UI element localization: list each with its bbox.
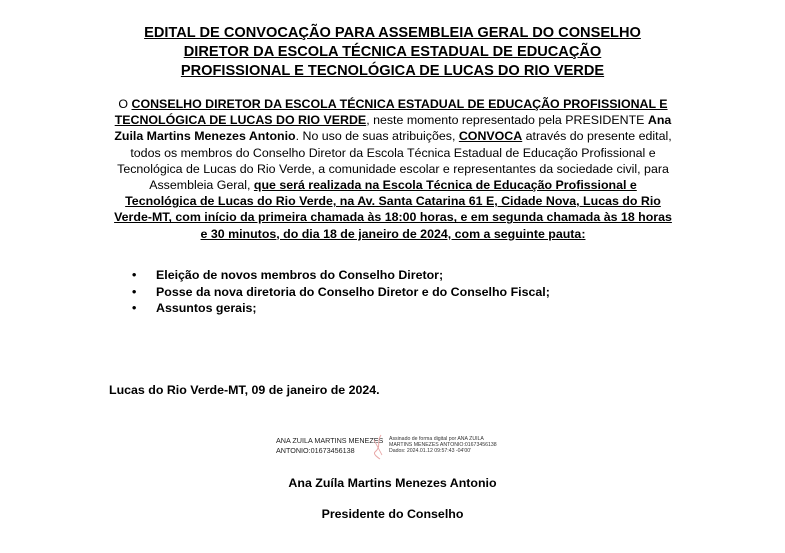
convocation-paragraph (112, 96, 674, 242)
agenda-list (128, 267, 550, 317)
signature-meta-line: MARTINS MENEZES ANTONIO:01673456138 (389, 442, 497, 448)
signer-name: Ana Zuíla Martins Menezes Antonio (288, 476, 497, 490)
title-line-3: PROFISSIONAL E TECNOLÓGICA DE LUCAS DO RIO VERDE (180, 63, 605, 79)
agenda-item (128, 300, 550, 317)
representation-text: , neste momento representado pela PRESIDENTE (366, 113, 648, 128)
signature-name-line: ANA ZUILA MARTINS MENEZES (276, 436, 384, 445)
agenda-item-text: Posse da nova diretoria do Conselho Diretor e do Conselho Fiscal; (156, 284, 550, 299)
bullet-icon: • (132, 268, 137, 282)
signature-cpf-line: ANTONIO:01673456138 (276, 445, 355, 455)
signature-signer-id (276, 436, 383, 455)
agenda-item (128, 284, 550, 301)
intro-text: O (118, 97, 132, 111)
agenda-item-text: Assuntos gerais; (156, 301, 257, 315)
signature-stroke-icon (372, 434, 384, 460)
bullet-icon: • (132, 284, 137, 299)
president-name: Ana Zuila Martins Menezes Antonio (114, 113, 672, 144)
signer-role: Presidente do Conselho (321, 507, 464, 521)
agenda-item (128, 267, 550, 284)
convoca-keyword: CONVOCA (458, 129, 523, 144)
bullet-icon: • (132, 301, 137, 315)
attributions-text: . No uso de suas atribuições, (295, 129, 459, 144)
signature-meta-line: Assinado de forma digital por ANA ZUILA (389, 436, 484, 442)
signature-meta-date: Dados: 2024.01.12 09:57:43 -04'00' (389, 448, 472, 454)
agenda-item-text: Eleição de novos membros do Conselho Diretor; (156, 268, 444, 282)
date-location-line: Lucas do Rio Verde-MT, 09 de janeiro de 2024. (109, 383, 380, 397)
digital-signature (276, 436, 516, 460)
document-title (0, 24, 785, 81)
title-line-2: DIRETOR DA ESCOLA TÉCNICA ESTADUAL DE EDUCAÇÃO (183, 44, 602, 60)
title-line-1: EDITAL DE CONVOCAÇÃO PARA ASSEMBLEIA GERAL DO CONSELHO (144, 25, 641, 41)
members-text: através do presente edital, todos os membros do Conselho Diretor da Escola Técnica Estadual de Educação Profissional e Tecnológica de Lucas do Rio Verde, a comunidade escolar e representantes da sociedade civil, para Assembleia Geral, (117, 129, 672, 193)
signature-metadata (389, 436, 519, 454)
council-name: CONSELHO DIRETOR DA ESCOLA TÉCNICA ESTADUAL DE EDUCAÇÃO PROFISSIONAL E TECNOLÓGICA DE LUCAS DO RIO VERDE (114, 97, 668, 128)
meeting-details: que será realizada na Escola Técnica de Educação Profissional e Tecnológica de Lucas do Rio Verde, na Av. Santa Catarina 61 E, Cidade Nova, Lucas do Rio Verde-MT, com início da primeira chamada às 18:00 horas, e em segunda chamada às 18 horas e 30 minutos, do dia 18 de janeiro de 2024, com a seguinte pauta: (114, 178, 672, 241)
